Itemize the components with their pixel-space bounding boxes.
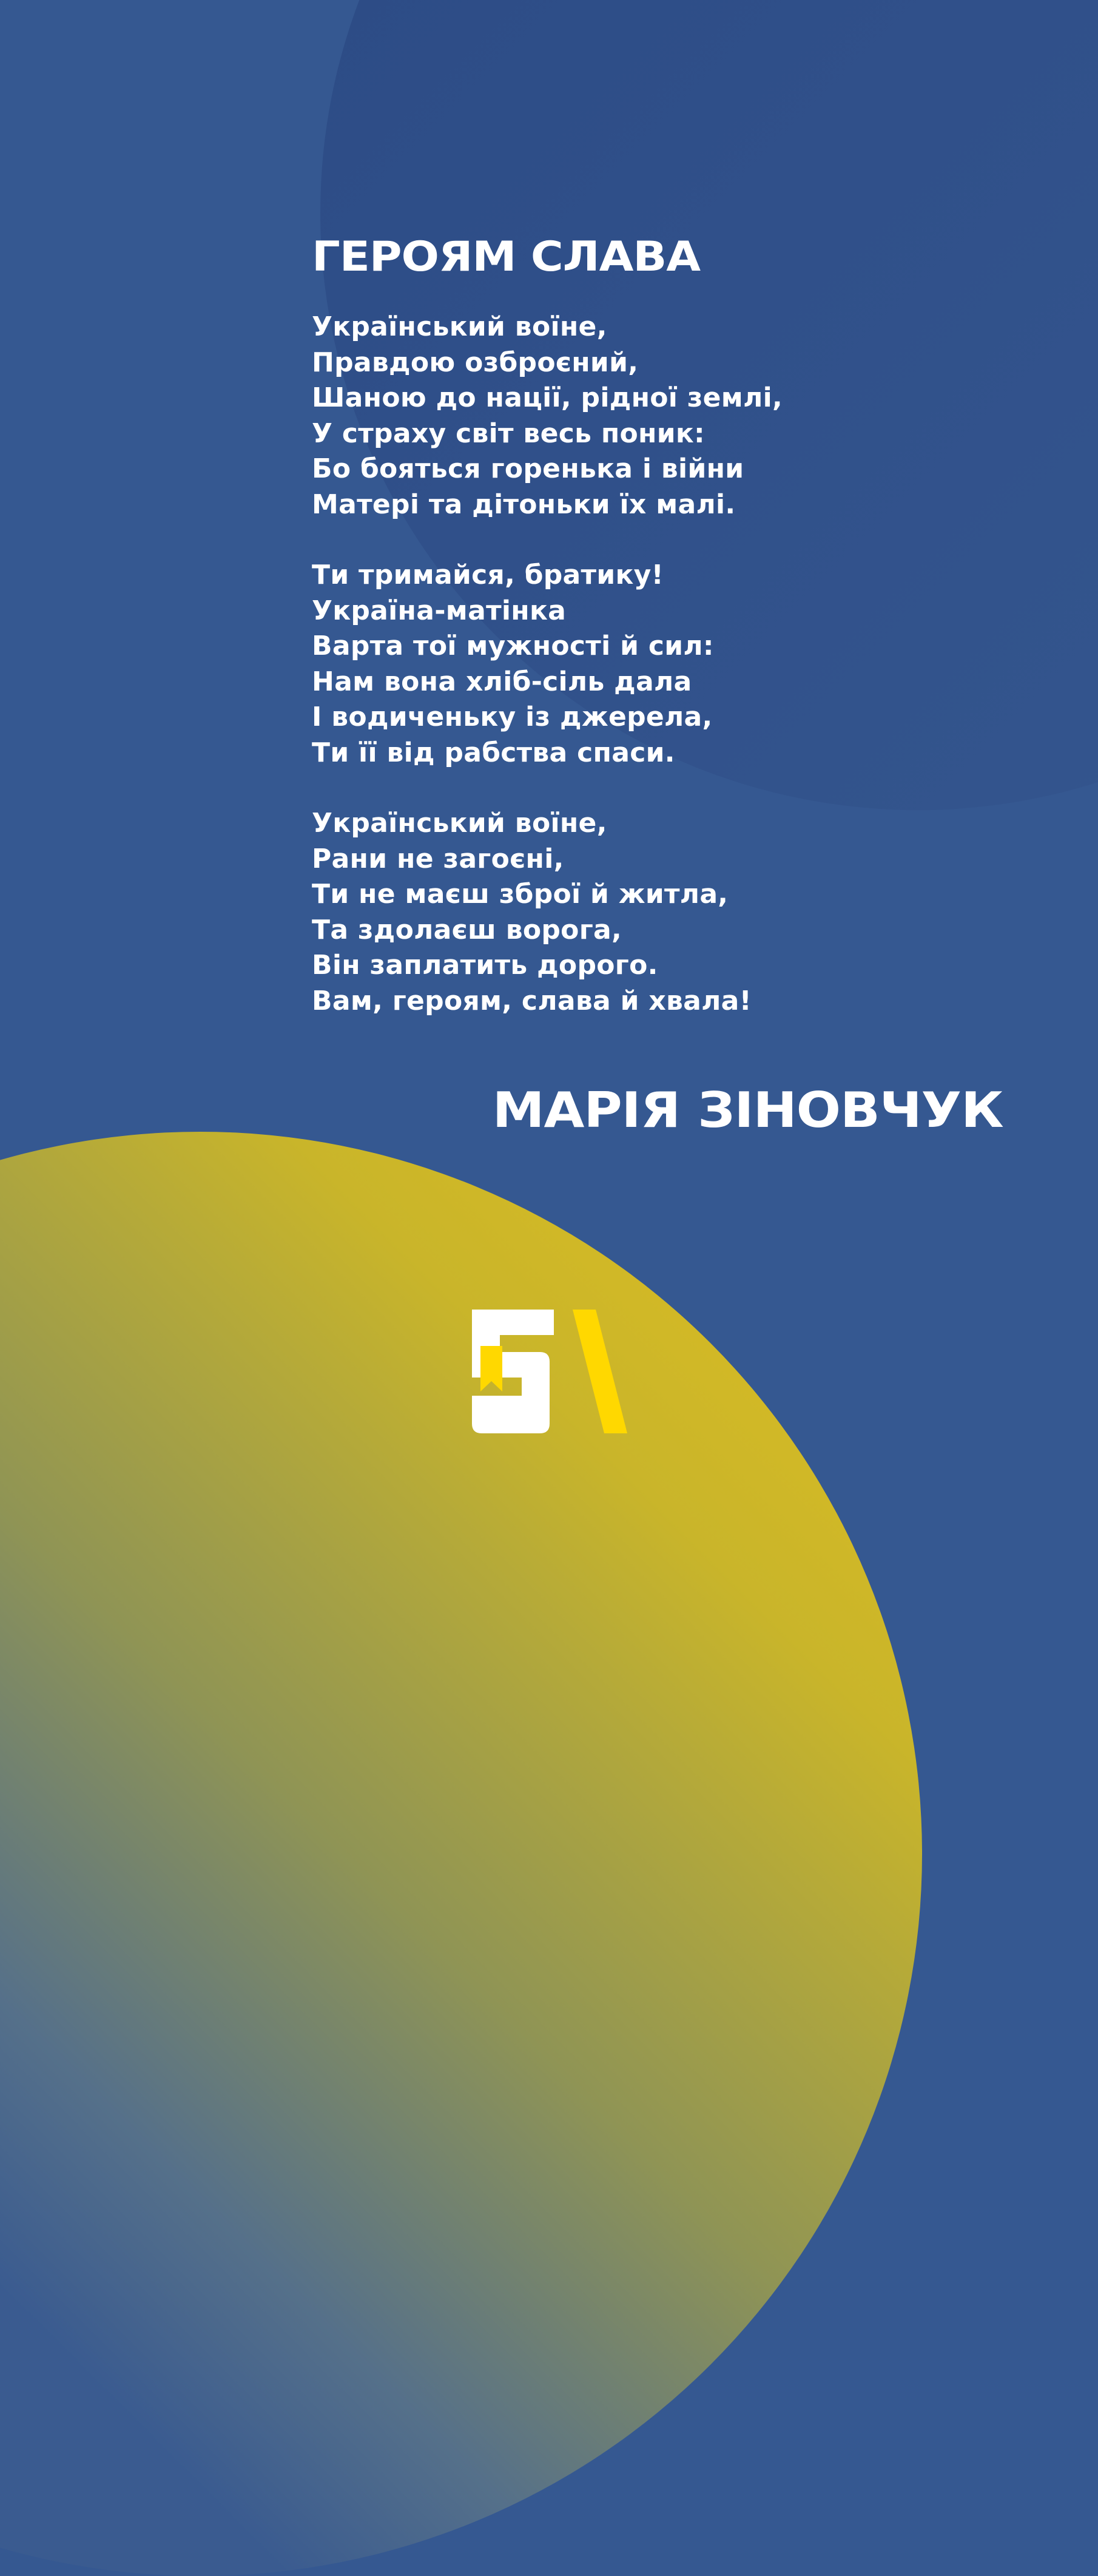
poem-line: Ти тримайся, братику!	[312, 559, 664, 590]
background-circle-bottom	[0, 1132, 922, 2576]
poem-line: У страху світ весь поник:	[312, 418, 705, 449]
poem-line: Варта тої мужності й сил:	[312, 630, 714, 661]
poem-line: Український воїне,	[312, 311, 607, 342]
poem-line: Правдою озброєний,	[312, 347, 639, 378]
poem-line: Рани не загоєні,	[312, 843, 564, 874]
stanza-3	[312, 806, 1040, 1019]
poem-line: Нам вона хліб-сіль дала	[312, 666, 692, 697]
stanza-2	[312, 558, 1040, 771]
stanza-1	[312, 309, 1040, 522]
poem-line: Матері та дітоньки їх малі.	[312, 488, 736, 520]
poem-line: І водиченьку із джерела,	[312, 701, 713, 732]
poem-line: Та здолаєш ворога,	[312, 914, 622, 945]
poem-line: Він заплатить дорого.	[312, 950, 658, 981]
poem-title: ГЕРОЯМ СЛАВА	[312, 233, 701, 281]
poem-line: Бо бояться горенька і війни	[312, 453, 744, 484]
poem-line: Шаною до нації, рідної землі,	[312, 382, 783, 413]
publisher-logo-icon	[472, 1310, 627, 1433]
poem-line: Ти не маєш зброї й житла,	[312, 879, 729, 910]
poem-line: Україна-матінка	[312, 595, 567, 626]
poem-line: Вам, героям, слава й хвала!	[312, 985, 752, 1016]
poem-line: Ти її від рабства спаси.	[312, 737, 675, 768]
poem-author: МАРІЯ ЗІНОВЧУК	[492, 1082, 1003, 1138]
poem-line: Український воїне,	[312, 808, 607, 839]
poem	[312, 231, 1040, 1019]
